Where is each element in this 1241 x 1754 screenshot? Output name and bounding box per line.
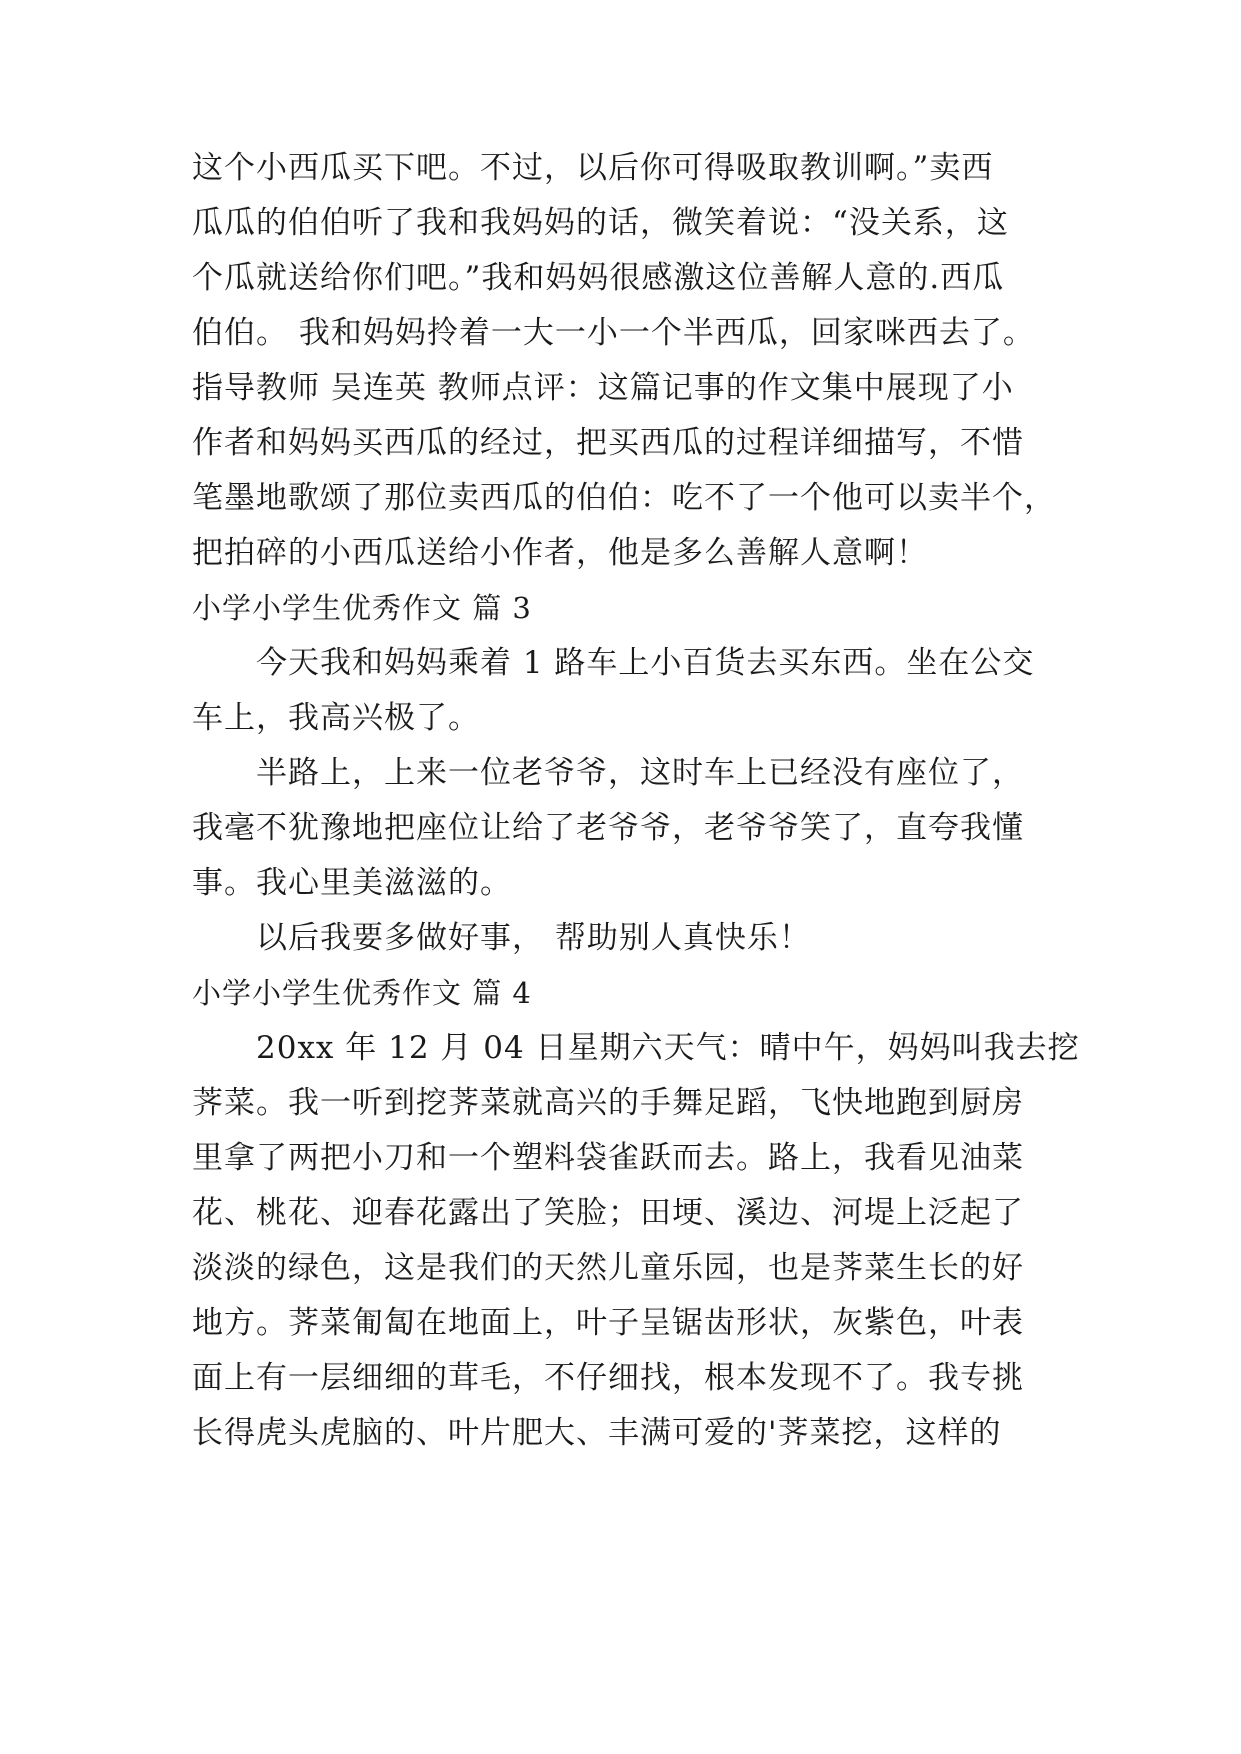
text-line: 笔墨地歌颂了那位卖西瓜的伯伯：吃不了一个他可以卖半个， <box>192 480 1056 516</box>
text-line: 半路上，上来一位老爷爷，这时车上已经没有座位了， <box>192 755 1024 791</box>
text-line: 这个小西瓜买下吧。不过，以后你可得吸取教训啊。”卖西 <box>192 150 994 186</box>
text-line: 地方。荠菜匍匐在地面上，叶子呈锯齿形状，灰紫色，叶表 <box>192 1305 1024 1341</box>
section-heading: 小学小学生优秀作文 篇 3 <box>192 591 532 625</box>
text-line: 荠菜。我一听到挖荠菜就高兴的手舞足蹈，飞快地跑到厨房 <box>192 1085 1024 1121</box>
text-line: 淡淡的绿色，这是我们的天然儿童乐园，也是荠菜生长的好 <box>192 1250 1024 1286</box>
text-line: 20xx 年 12 月 04 日星期六天气：晴中午，妈妈叫我去挖 <box>192 1030 1080 1066</box>
text-line: 伯伯。 我和妈妈拎着一大一小一个半西瓜，回家咪西去了。 <box>192 315 1035 351</box>
text-line: 今天我和妈妈乘着 1 路车上小百货去买东西。坐在公交 <box>192 645 1035 681</box>
text-line: 面上有一层细细的茸毛，不仔细找，根本发现不了。我专挑 <box>192 1360 1024 1396</box>
section-heading: 小学小学生优秀作文 篇 4 <box>192 976 532 1010</box>
text-line: 里拿了两把小刀和一个塑料袋雀跃而去。路上，我看见油菜 <box>192 1140 1024 1176</box>
text-line: 事。我心里美滋滋的。 <box>192 865 512 901</box>
text-line: 指导教师 吴连英 教师点评：这篇记事的作文集中展现了小 <box>192 370 1014 406</box>
text-line: 以后我要多做好事， 帮助别人真快乐！ <box>192 920 811 956</box>
text-line: 花、桃花、迎春花露出了笑脸；田埂、溪边、河堤上泛起了 <box>192 1195 1024 1231</box>
text-line: 我毫不犹豫地把座位让给了老爷爷，老爷爷笑了，直夸我懂 <box>192 810 1024 846</box>
text-line: 把拍碎的小西瓜送给小作者，他是多么善解人意啊！ <box>192 535 928 571</box>
text-line: 作者和妈妈买西瓜的经过，把买西瓜的过程详细描写，不惜 <box>192 425 1024 461</box>
text-line: 长得虎头虎脑的、叶片肥大、丰满可爱的'荠菜挖，这样的 <box>192 1415 1002 1451</box>
text-line: 瓜瓜的伯伯听了我和我妈妈的话，微笑着说：“没关系，这 <box>192 205 1009 241</box>
text-line: 个瓜就送给你们吧。”我和妈妈很感激这位善解人意的.西瓜 <box>192 260 1005 296</box>
text-line: 车上，我高兴极了。 <box>192 700 480 736</box>
